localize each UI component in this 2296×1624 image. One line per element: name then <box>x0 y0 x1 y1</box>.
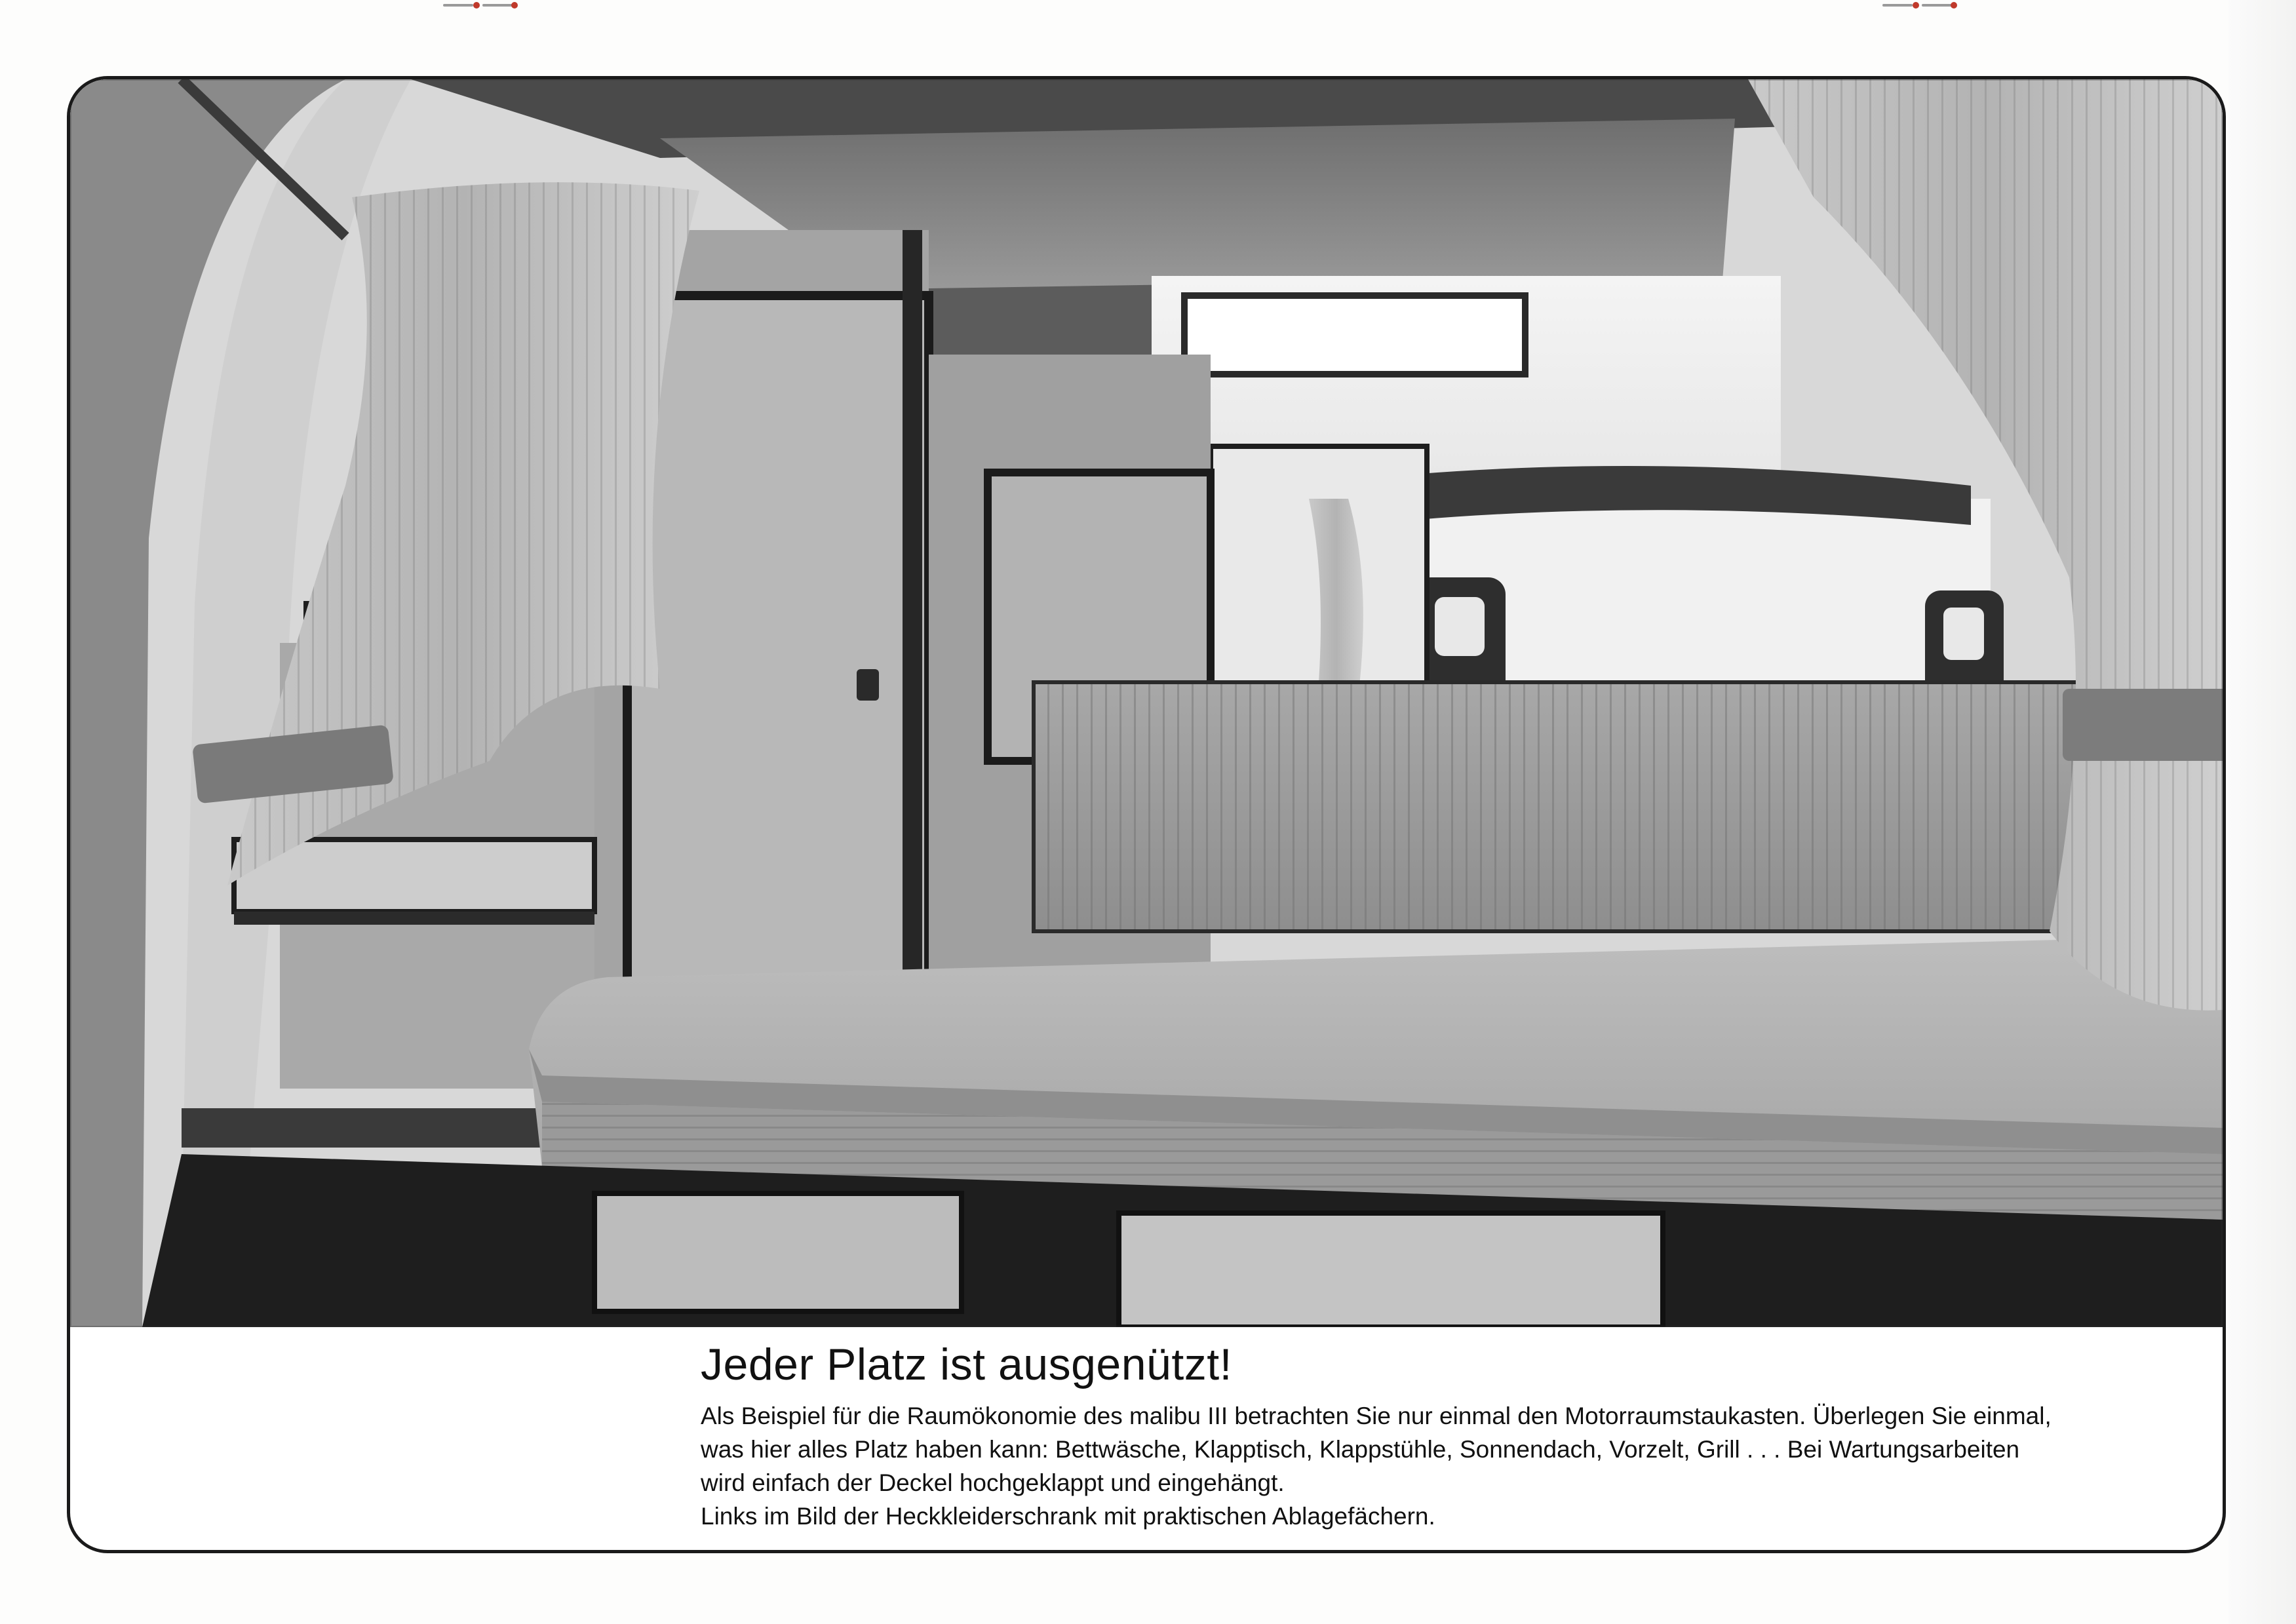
caption-line: wird einfach der Deckel hochgeklappt und eingehängt. <box>701 1469 1285 1496</box>
caption-line: Links im Bild der Heckkleiderschrank mit praktischen Ablagefächern. <box>701 1503 1435 1530</box>
caption <box>701 1336 2208 1533</box>
photo-frame <box>67 76 2226 1553</box>
caption-heading: Jeder Platz ist ausgenützt! <box>701 1340 1233 1389</box>
caption-line: was hier alles Platz haben kann: Bettwäsche, Klapptisch, Klappstühle, Sonnendach, Vorzelt, Grill . . . Bei Wartungsarbeiten <box>701 1436 2020 1463</box>
caption-body <box>701 1399 2208 1533</box>
page-edge <box>2228 0 2296 1624</box>
binding-mark-right <box>1882 0 1955 12</box>
camper-interior-photo <box>70 79 2223 1327</box>
binding-mark-left <box>443 0 515 12</box>
caption-line: Als Beispiel für die Raumökonomie des malibu III betrachten Sie nur einmal den Motorraumstaukasten. Überlegen Sie einmal, <box>701 1402 2052 1429</box>
